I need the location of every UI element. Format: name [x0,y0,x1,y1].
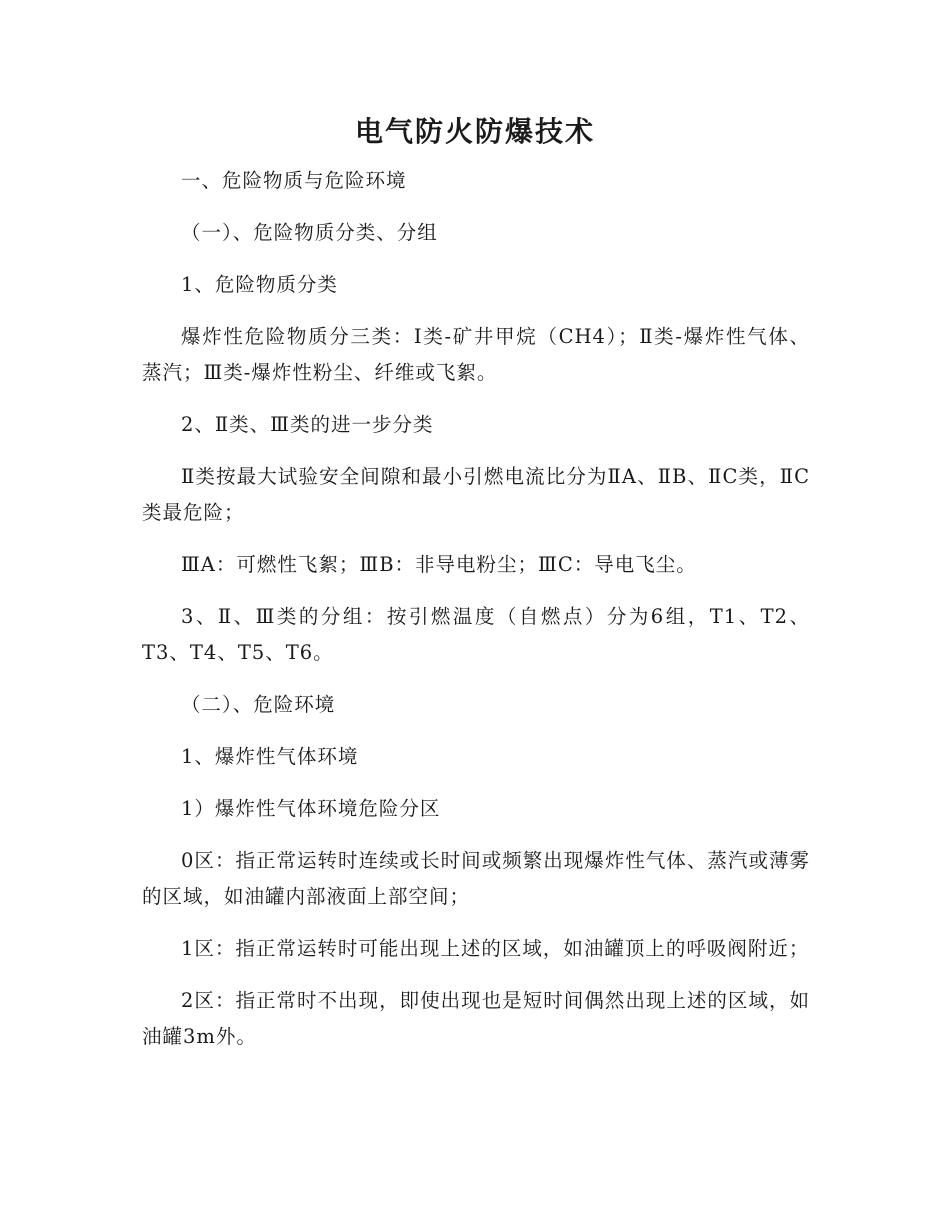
body-paragraph: 爆炸性危险物质分三类：I类-矿井甲烷（CH4）；Ⅱ类-爆炸性气体、蒸汽；Ⅲ类-爆炸性粉尘、纤维或飞絮。 [142,325,810,384]
body-paragraph: 3、Ⅱ、Ⅲ类的分组：按引燃温度（自燃点）分为6组，T1、T2、T3、T4、T5、T6。 [142,605,810,664]
body-paragraph: 1区：指正常运转时可能出现上述的区域，如油罐顶上的呼吸阀附近； [181,937,810,960]
subsection-heading: （一）、危险物质分类、分组 [181,221,438,244]
body-paragraph: ⅢA：可燃性飞絮；ⅢB：非导电粉尘；ⅢC：导电飞尘。 [181,553,697,576]
item-heading: 1、爆炸性气体环境 [181,745,359,768]
body-paragraph: 0区：指正常运转时连续或长时间或频繁出现爆炸性气体、蒸汽或薄雾的区域，如油罐内部液面上部空间； [142,849,810,908]
subsection-heading: （二）、危险环境 [181,693,336,716]
item-heading: 2、Ⅱ类、Ⅲ类的进一步分类 [181,413,434,436]
section-heading: 一、危险物质与危险环境 [181,169,407,192]
item-heading: 1、危险物质分类 [181,273,338,296]
body-paragraph: Ⅱ类按最大试验安全间隙和最小引燃电流比分为ⅡA、ⅡB、ⅡC类，ⅡC类最危险； [142,465,810,524]
document-title: 电气防火防爆技术 [354,115,595,148]
body-paragraph: 2区：指正常时不出现，即使出现也是短时间偶然出现上述的区域，如油罐3m外。 [142,989,810,1048]
item-heading: 1）爆炸性气体环境危险分区 [181,797,441,820]
document-body [142,163,810,1071]
